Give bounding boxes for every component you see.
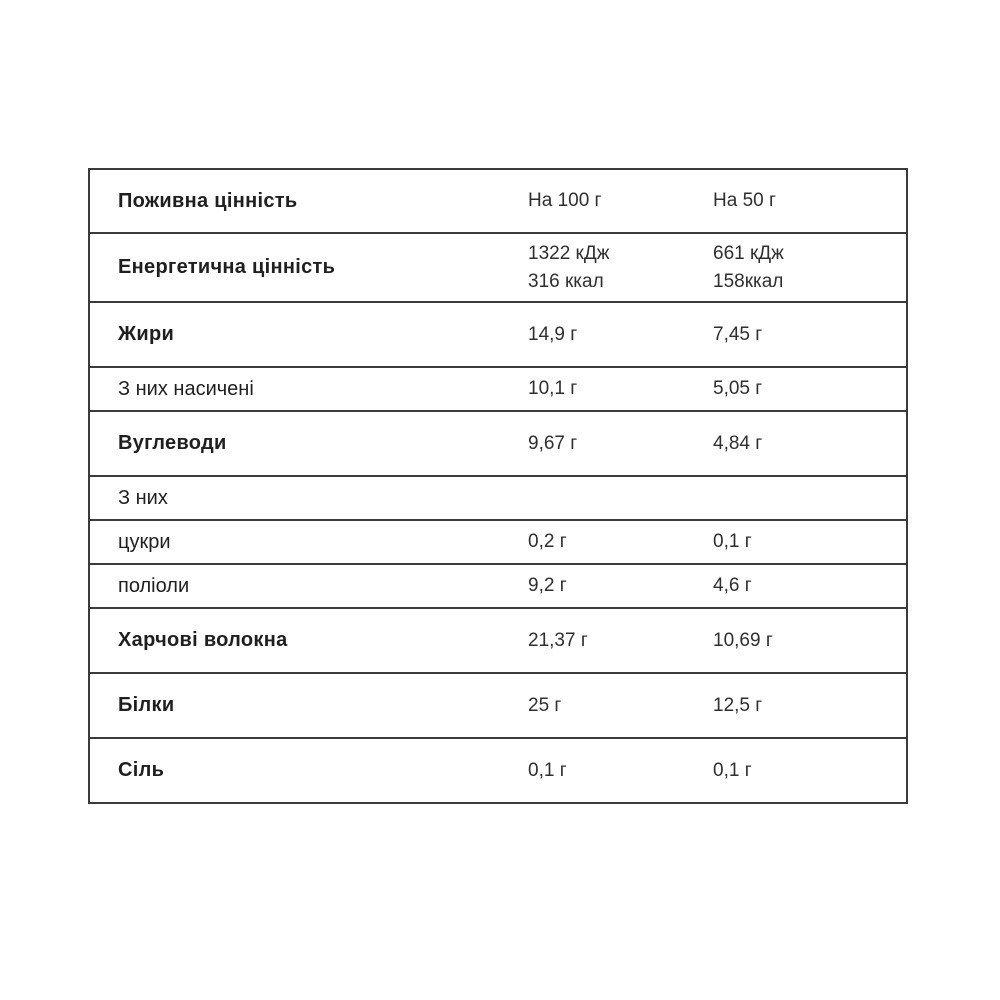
value-per-100g: 0,1 г xyxy=(528,759,567,781)
value-per-50g: 10,69 г xyxy=(713,629,773,651)
table-row-carbohydrates xyxy=(90,410,906,475)
value-per-100g: 21,37 г xyxy=(528,629,588,651)
table-row-proteins xyxy=(90,672,906,737)
energy-kcal-50g: 158ккал xyxy=(713,270,784,292)
table-row-sugars xyxy=(90,519,906,563)
row-label: Сіль xyxy=(118,759,165,781)
column-header-per-100g: На 100 г xyxy=(528,190,602,211)
table-row-energy xyxy=(90,232,906,301)
value-per-50g: 7,45 г xyxy=(713,323,763,345)
value-per-50g: 0,1 г xyxy=(713,531,752,552)
table-row-fats xyxy=(90,301,906,366)
value-per-50g xyxy=(713,240,906,296)
table-row-of-which xyxy=(90,475,906,519)
row-label: З них xyxy=(118,486,168,509)
energy-kcal-100g: 316 ккал xyxy=(528,270,604,292)
table-row-dietary-fiber xyxy=(90,607,906,672)
value-per-100g: 25 г xyxy=(528,694,562,716)
table-header-row xyxy=(90,170,906,232)
value-per-50g: 4,6 г xyxy=(713,575,752,596)
value-per-50g: 12,5 г xyxy=(713,694,763,716)
row-label: Харчові волокна xyxy=(118,629,288,651)
row-label: Вуглеводи xyxy=(118,432,227,454)
value-per-100g xyxy=(528,240,713,296)
value-per-100g: 9,67 г xyxy=(528,432,578,454)
table-row-saturated-fats xyxy=(90,366,906,410)
table-title: Поживна цінність xyxy=(118,189,298,212)
nutrition-facts-table xyxy=(88,168,908,804)
table-row-salt xyxy=(90,737,906,802)
value-per-50g: 5,05 г xyxy=(713,378,763,399)
energy-kj-100g: 1322 кДж xyxy=(528,242,610,264)
row-label: З них насичені xyxy=(118,377,254,400)
row-label: Жири xyxy=(118,323,175,345)
row-label: цукри xyxy=(118,530,171,553)
value-per-100g: 9,2 г xyxy=(528,575,567,596)
row-label: поліоли xyxy=(118,574,190,597)
row-label: Енергетична цінність xyxy=(118,256,336,278)
value-per-50g: 0,1 г xyxy=(713,759,752,781)
energy-kj-50g: 661 кДж xyxy=(713,242,784,264)
value-per-50g: 4,84 г xyxy=(713,432,763,454)
row-label: Білки xyxy=(118,694,175,716)
table-row-polyols xyxy=(90,563,906,607)
value-per-100g: 0,2 г xyxy=(528,531,567,552)
column-header-per-50g: На 50 г xyxy=(713,190,776,211)
value-per-100g: 10,1 г xyxy=(528,378,578,399)
value-per-100g: 14,9 г xyxy=(528,323,578,345)
